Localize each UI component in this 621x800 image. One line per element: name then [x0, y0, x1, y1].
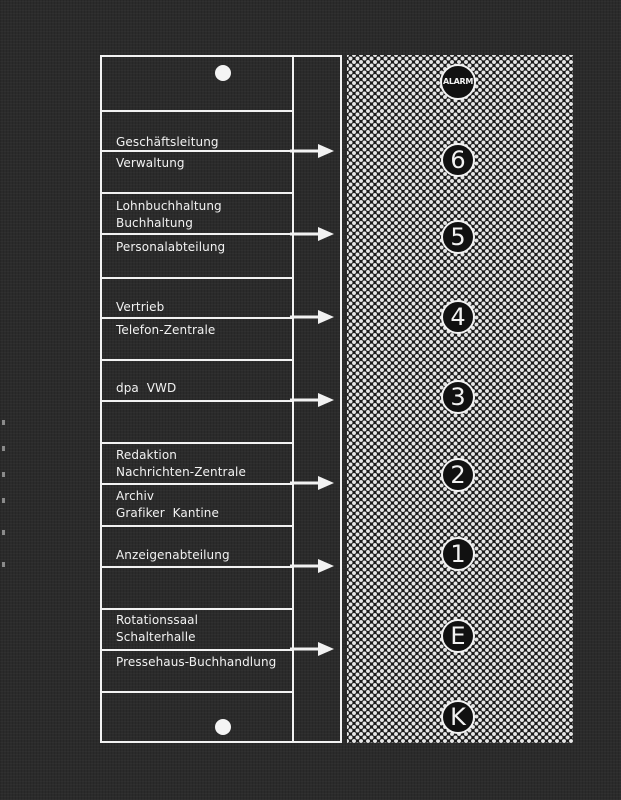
arrow-right-icon [290, 143, 336, 159]
floor-badge-k: K [441, 700, 475, 734]
department-name: Nachrichten-Zentrale [116, 465, 246, 479]
floor-badge-2: 2 [441, 458, 475, 492]
arrow-right-icon [290, 309, 336, 325]
floor-badge-e: E [441, 619, 475, 653]
board-rule [102, 608, 292, 610]
department-name: Geschäftsleitung [116, 135, 219, 149]
department-name: Archiv [116, 489, 155, 503]
floor-badge-5: 5 [441, 220, 475, 254]
floor-5-lower-label [116, 239, 292, 256]
floor-e-upper-label [116, 612, 292, 646]
department-name: Vertrieb [116, 300, 165, 314]
department-name: Lohnbuchhaltung [116, 199, 222, 213]
floor-badge-4: 4 [441, 300, 475, 334]
floor-2-upper-label [116, 447, 292, 481]
board-rule [102, 317, 292, 319]
spine-mark [2, 498, 5, 503]
department-name: Grafiker Kantine [116, 506, 219, 520]
mounting-hole-icon [215, 65, 231, 81]
department-name: Rotationssaal [116, 613, 199, 627]
floor-badge-6: 6 [441, 143, 475, 177]
board-rule [102, 400, 292, 402]
department-name: Personalabteilung [116, 240, 226, 254]
floor-e-lower-label [116, 654, 292, 671]
department-name: Telefon-Zentrale [116, 323, 216, 337]
arrow-right-icon [290, 558, 336, 574]
floor-2-lower-label [116, 488, 292, 522]
alarm-badge: ALARM [440, 64, 476, 100]
department-name: dpa VWD [116, 381, 177, 395]
floor-badge-1: 1 [441, 537, 475, 571]
department-name: Pressehaus-Buchhandlung [116, 655, 277, 669]
department-name: Schalterhalle [116, 630, 196, 644]
board-rule [102, 566, 292, 568]
arrow-right-icon [290, 641, 336, 657]
board-rule [102, 359, 292, 361]
arrow-right-icon [290, 475, 336, 491]
board-rule [102, 649, 292, 651]
spine-mark [2, 562, 5, 567]
board-rule [102, 192, 292, 194]
spine-mark [2, 472, 5, 477]
spine-mark [2, 530, 5, 535]
mounting-hole-icon [215, 719, 231, 735]
floor-4-lower-label [116, 322, 292, 339]
department-name: Anzeigenabteilung [116, 548, 230, 562]
floor-4-upper-label [116, 299, 292, 316]
floor-6-lower-label [116, 155, 292, 172]
spine-mark [2, 420, 5, 425]
arrow-right-icon [290, 226, 336, 242]
board-rule [102, 277, 292, 279]
arrow-right-icon [290, 392, 336, 408]
board-rule [102, 442, 292, 444]
spine-mark [2, 446, 5, 451]
floor-5-upper-label [116, 198, 292, 232]
department-name: Buchhaltung [116, 216, 193, 230]
board-rule [102, 110, 292, 112]
board-rule [102, 691, 292, 693]
floor-1-label [116, 547, 292, 564]
department-name: Verwaltung [116, 156, 185, 170]
board-rule [102, 233, 292, 235]
board-rule [102, 483, 292, 485]
department-name: Redaktion [116, 448, 177, 462]
floor-6-upper-label [116, 134, 292, 151]
floor-badge-3: 3 [441, 380, 475, 414]
floor-3-label [116, 380, 292, 397]
board-rule [102, 525, 292, 527]
spine-marks [2, 420, 6, 590]
